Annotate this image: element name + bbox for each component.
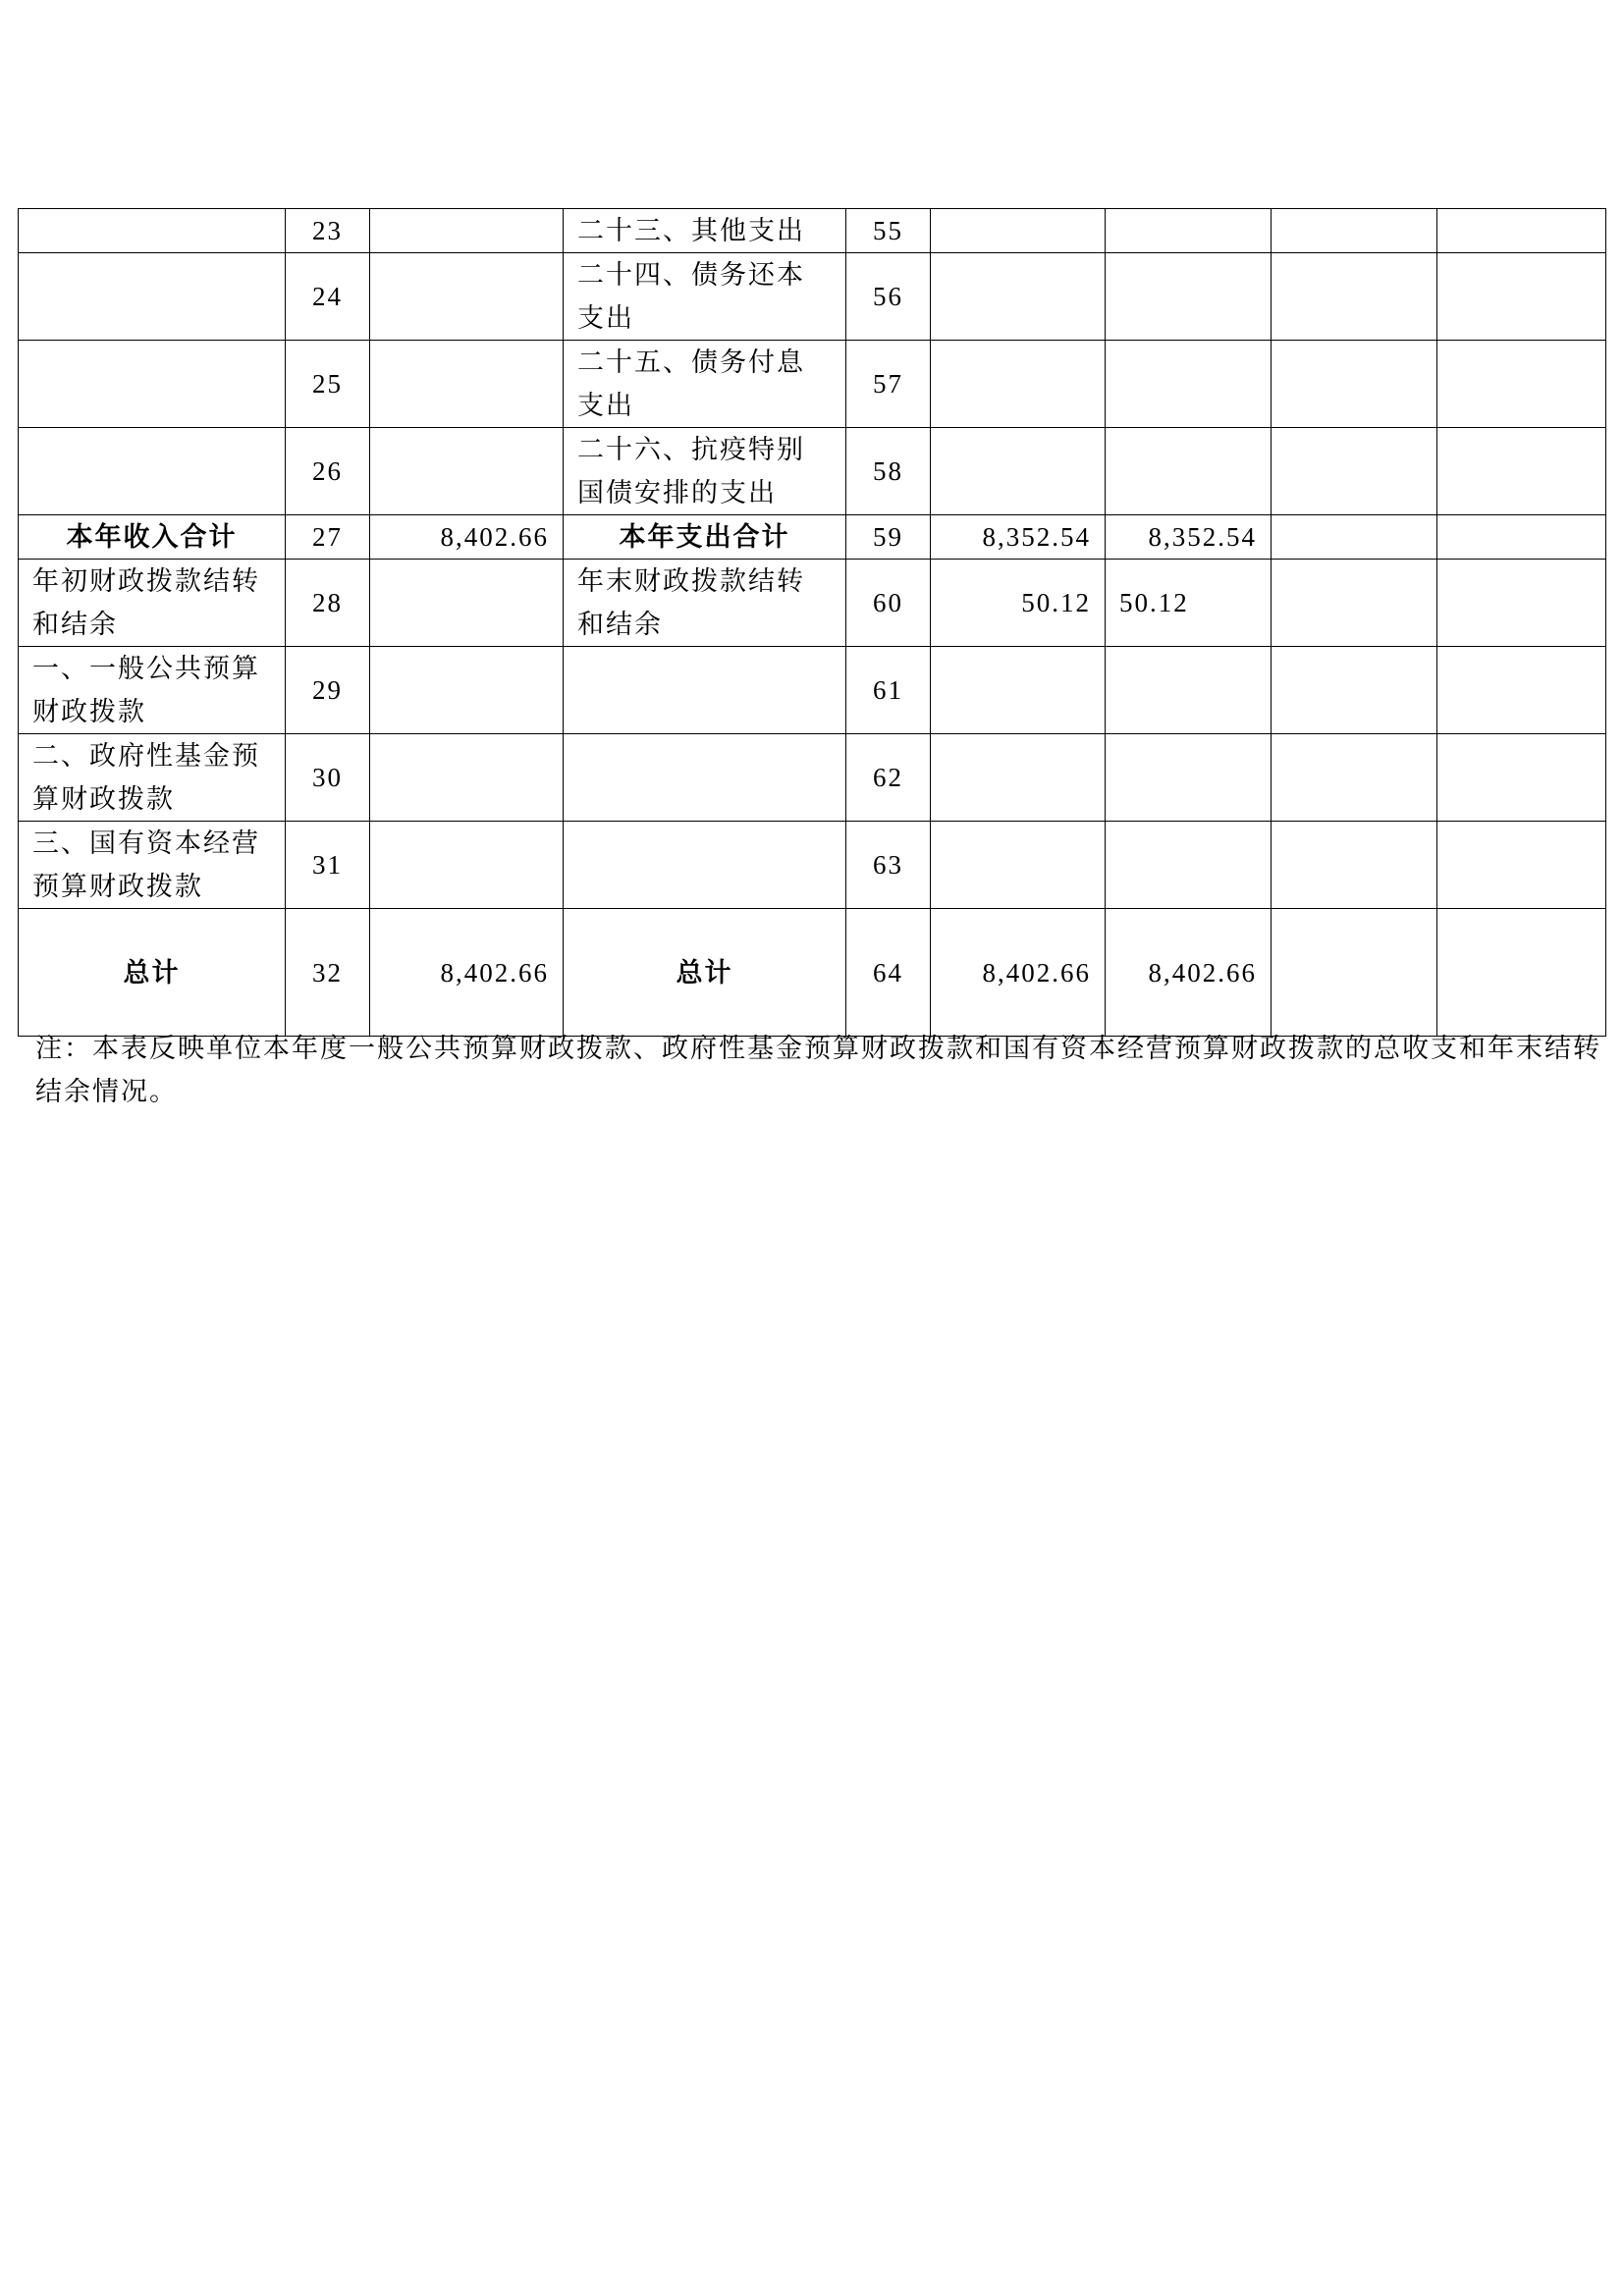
income-item — [19, 209, 286, 253]
income-line-no: 28 — [286, 560, 370, 647]
expense-state-capital — [1437, 560, 1606, 647]
table-row — [19, 734, 1606, 822]
expense-total — [931, 822, 1106, 909]
expense-total — [931, 253, 1106, 341]
expense-state-capital — [1437, 341, 1606, 428]
expense-general-budget — [1106, 209, 1272, 253]
income-line-no: 30 — [286, 734, 370, 822]
income-amount — [370, 822, 564, 909]
expense-general-budget — [1106, 341, 1272, 428]
income-amount: 8,402.66 — [370, 515, 564, 560]
table-row — [19, 341, 1606, 428]
expense-item: 年末财政拨款结转和结余 — [564, 560, 846, 647]
expense-fund-budget — [1272, 253, 1437, 341]
income-item: 年初财政拨款结转和结余 — [19, 560, 286, 647]
income-amount — [370, 647, 564, 734]
expense-state-capital — [1437, 515, 1606, 560]
income-item — [19, 341, 286, 428]
expense-line-no: 61 — [846, 647, 931, 734]
income-item: 一、一般公共预算财政拨款 — [19, 647, 286, 734]
table-row — [19, 515, 1606, 560]
income-item — [19, 253, 286, 341]
expense-line-no: 55 — [846, 209, 931, 253]
income-amount: 8,402.66 — [370, 909, 564, 1037]
expense-state-capital — [1437, 909, 1606, 1037]
expense-general-budget — [1106, 253, 1272, 341]
income-amount — [370, 253, 564, 341]
expense-state-capital — [1437, 647, 1606, 734]
income-line-no: 24 — [286, 253, 370, 341]
expense-item: 二十六、抗疫特别国债安排的支出 — [564, 428, 846, 515]
income-item: 三、国有资本经营预算财政拨款 — [19, 822, 286, 909]
expense-item: 本年支出合计 — [564, 515, 846, 560]
table-row — [19, 909, 1606, 1037]
expense-total: 8,402.66 — [931, 909, 1106, 1037]
expense-line-no: 57 — [846, 341, 931, 428]
expense-line-no: 59 — [846, 515, 931, 560]
expense-total: 8,352.54 — [931, 515, 1106, 560]
expense-item — [564, 734, 846, 822]
expense-fund-budget — [1272, 209, 1437, 253]
expense-state-capital — [1437, 209, 1606, 253]
table-row — [19, 647, 1606, 734]
income-item — [19, 428, 286, 515]
expense-total — [931, 734, 1106, 822]
expense-item: 总计 — [564, 909, 846, 1037]
expense-line-no: 58 — [846, 428, 931, 515]
income-line-no: 23 — [286, 209, 370, 253]
income-item: 总计 — [19, 909, 286, 1037]
expense-fund-budget — [1272, 647, 1437, 734]
expense-item — [564, 647, 846, 734]
income-amount — [370, 341, 564, 428]
expense-line-no: 64 — [846, 909, 931, 1037]
expense-item: 二十四、债务还本支出 — [564, 253, 846, 341]
expense-fund-budget — [1272, 734, 1437, 822]
income-line-no: 29 — [286, 647, 370, 734]
expense-state-capital — [1437, 822, 1606, 909]
expense-general-budget — [1106, 734, 1272, 822]
expense-line-no: 62 — [846, 734, 931, 822]
expense-fund-budget — [1272, 515, 1437, 560]
expense-general-budget — [1106, 647, 1272, 734]
expense-line-no: 63 — [846, 822, 931, 909]
expense-fund-budget — [1272, 428, 1437, 515]
expense-general-budget — [1106, 822, 1272, 909]
income-line-no: 26 — [286, 428, 370, 515]
income-amount — [370, 734, 564, 822]
income-item: 二、政府性基金预算财政拨款 — [19, 734, 286, 822]
expense-item: 二十三、其他支出 — [564, 209, 846, 253]
table-row — [19, 253, 1606, 341]
income-item: 本年收入合计 — [19, 515, 286, 560]
income-line-no: 27 — [286, 515, 370, 560]
expense-general-budget: 8,402.66 — [1106, 909, 1272, 1037]
income-line-no: 32 — [286, 909, 370, 1037]
table-row — [19, 209, 1606, 253]
expense-total — [931, 341, 1106, 428]
table-row — [19, 560, 1606, 647]
income-amount — [370, 428, 564, 515]
expense-line-no: 60 — [846, 560, 931, 647]
expense-total — [931, 428, 1106, 515]
expense-fund-budget — [1272, 560, 1437, 647]
expense-item: 二十五、债务付息支出 — [564, 341, 846, 428]
expense-general-budget: 8,352.54 — [1106, 515, 1272, 560]
income-amount — [370, 560, 564, 647]
expense-fund-budget — [1272, 822, 1437, 909]
expense-total: 50.12 — [931, 560, 1106, 647]
expense-state-capital — [1437, 734, 1606, 822]
expense-state-capital — [1437, 253, 1606, 341]
expense-state-capital — [1437, 428, 1606, 515]
table-row — [19, 822, 1606, 909]
expense-general-budget — [1106, 428, 1272, 515]
expense-item — [564, 822, 846, 909]
expense-total — [931, 209, 1106, 253]
expense-fund-budget — [1272, 341, 1437, 428]
fiscal-appropriation-table — [18, 208, 1606, 1037]
expense-line-no: 56 — [846, 253, 931, 341]
income-line-no: 25 — [286, 341, 370, 428]
income-amount — [370, 209, 564, 253]
table-row — [19, 428, 1606, 515]
expense-total — [931, 647, 1106, 734]
expense-general-budget: 50.12 — [1106, 560, 1272, 647]
income-line-no: 31 — [286, 822, 370, 909]
expense-fund-budget — [1272, 909, 1437, 1037]
table-footnote: 注：本表反映单位本年度一般公共预算财政拨款、政府性基金预算财政拨款和国有资本经营预算财政拨款的总收支和年末结转结余情况。 — [35, 1034, 1601, 1106]
